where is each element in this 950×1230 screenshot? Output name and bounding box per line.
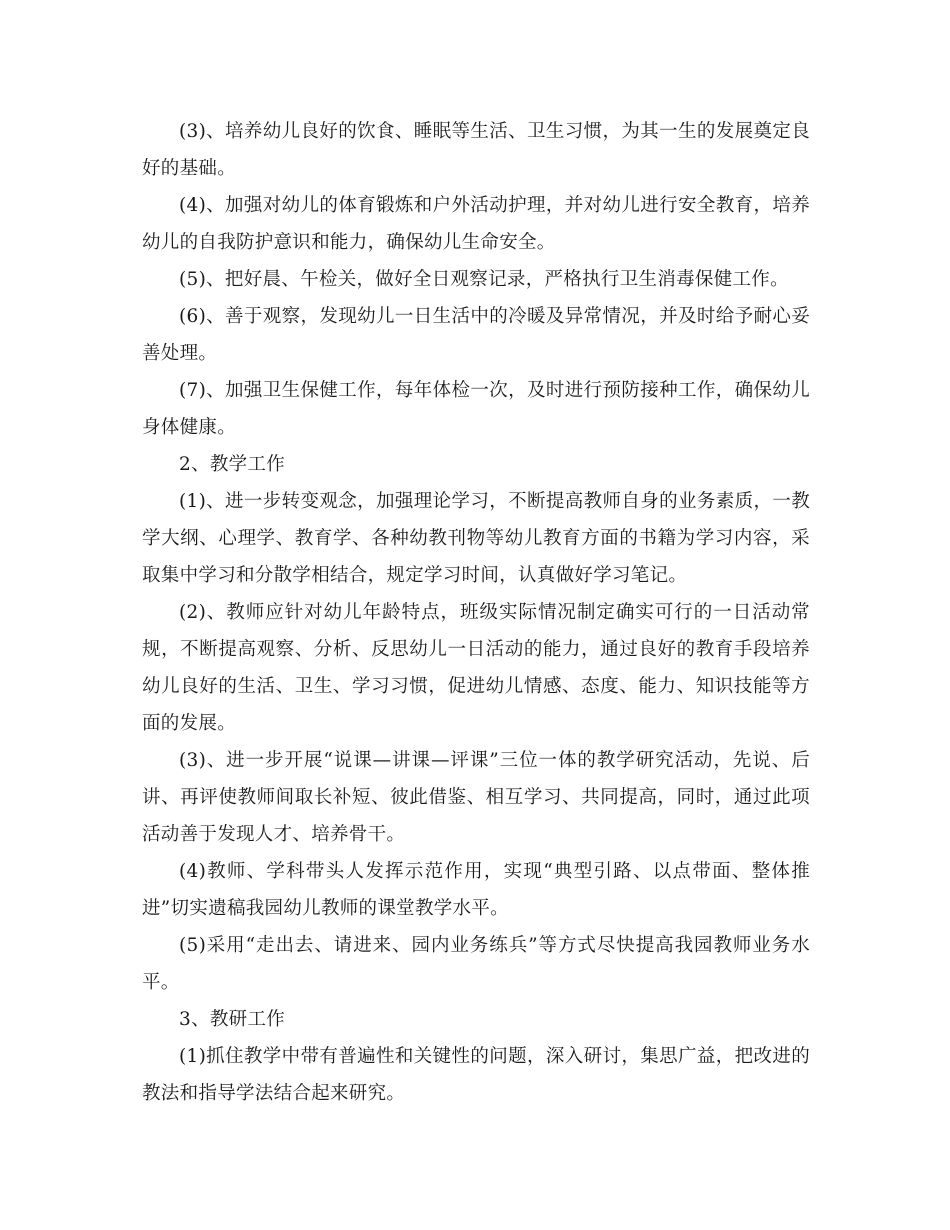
document-body	[142, 113, 810, 1112]
paragraph-hygiene-3: (3)、培养幼儿良好的饮食、睡眠等生活、卫生习惯，为其一生的发展奠定良好的基础。	[142, 121, 810, 179]
paragraph-teaching-4: (4)教师、学科带头人发挥示范作用，实现“典型引路、以点带面、整体推进”切实遗稿我园幼儿教师的课堂教学水平。	[142, 861, 810, 919]
section-heading-teaching: 2、教学工作	[179, 454, 286, 475]
paragraph-teaching-5: (5)采用“走出去、请进来、园内业务练兵”等方式尽快提高我园教师业务水平。	[142, 935, 810, 993]
paragraph-hygiene-4: (4)、加强对幼儿的体育锻炼和户外活动护理，并对幼儿进行安全教育，培养幼儿的自我防护意识和能力，确保幼儿生命安全。	[142, 195, 810, 253]
paragraph-teaching-2: (2)、教师应针对幼儿年龄特点，班级实际情况制定确实可行的一日活动常规，不断提高观察、分析、反思幼儿一日活动的能力，通过良好的教育手段培养幼儿良好的生活、卫生、学习习惯，促进幼儿情感、态度、能力、知识技能等方面的发展。	[142, 602, 810, 734]
paragraph-hygiene-7: (7)、加强卫生保健工作，每年体检一次，及时进行预防接种工作，确保幼儿身体健康。	[142, 380, 810, 438]
paragraph-teaching-1: (1)、进一步转变观念，加强理论学习，不断提高教师自身的业务素质，一教学大纲、心理学、教育学、各种幼教刊物等幼儿教育方面的书籍为学习内容，采取集中学习和分散学相结合，规定学习时间，认真做好学习笔记。	[142, 491, 810, 586]
section-heading-research: 3、教研工作	[179, 1009, 286, 1030]
paragraph-hygiene-6: (6)、善于观察，发现幼儿一日生活中的冷暖及异常情况，并及时给予耐心妥善处理。	[142, 306, 810, 364]
paragraph-research-1: (1)抓住教学中带有普遍性和关键性的问题，深入研讨，集思广益，把改进的教法和指导学法结合起来研究。	[142, 1046, 810, 1104]
paragraph-teaching-3: (3)、进一步开展“说课—讲课—评课”三位一体的教学研究活动，先说、后讲、再评使教师间取长补短、彼此借鉴、相互学习、共同提高，同时，通过此项活动善于发现人才、培养骨干。	[142, 750, 810, 845]
paragraph-hygiene-5: (5)、把好晨、午检关，做好全日观察记录，严格执行卫生消毒保健工作。	[179, 269, 789, 290]
